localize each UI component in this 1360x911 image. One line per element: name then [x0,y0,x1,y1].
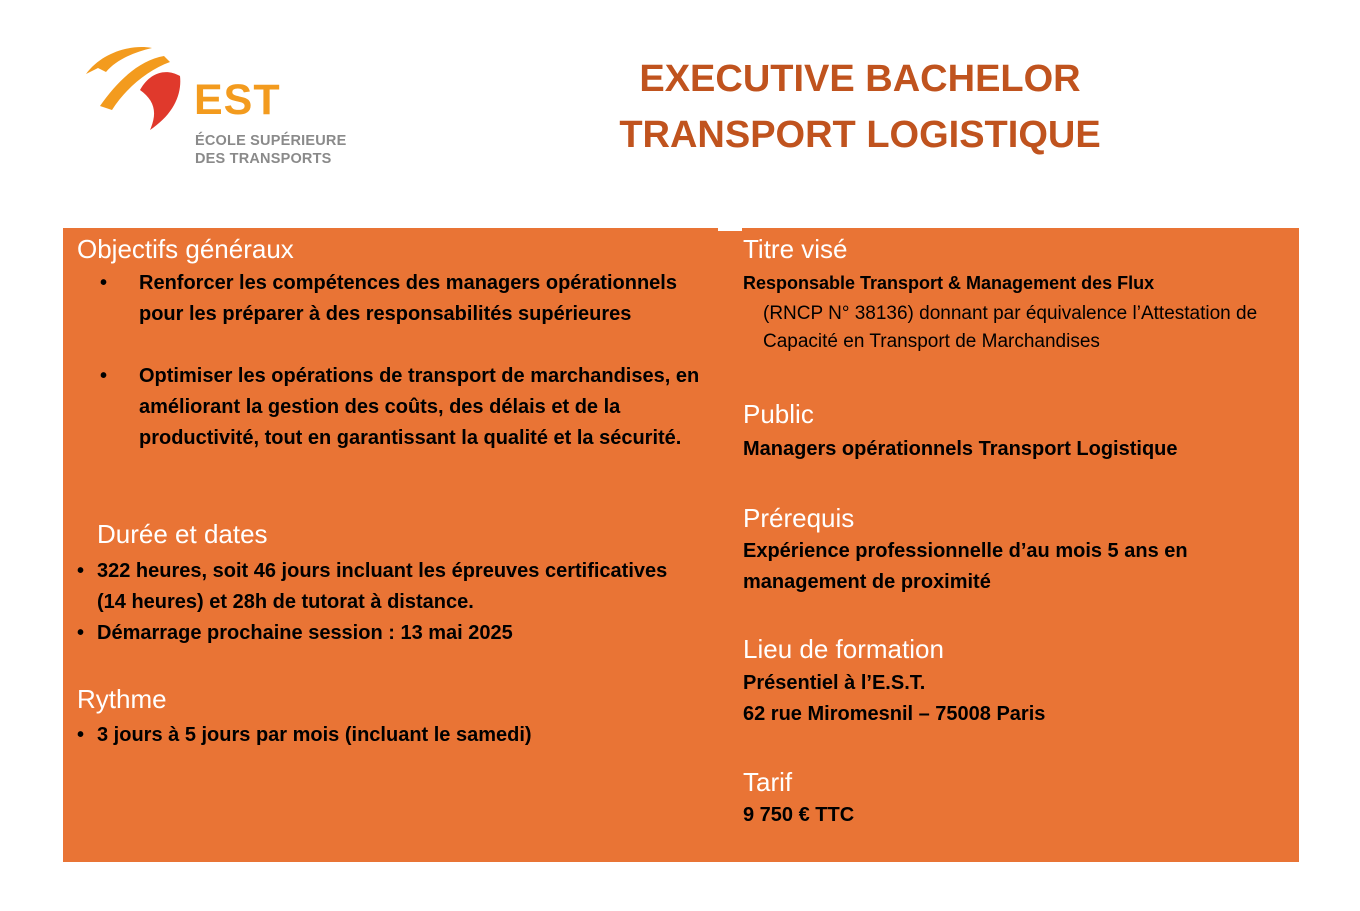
duree-item-text: Démarrage prochaine session : 13 mai 2025 [97,622,513,644]
rythme-item [77,720,697,751]
logo-line-1: ÉCOLE SUPÉRIEURE [195,133,347,149]
prerequis-text: Expérience professionnelle d’au mois 5 ans en management de proximité [743,540,1188,593]
duree-item [77,618,697,649]
bullet-icon: • [100,365,108,387]
lieu-heading: Lieu de formation [743,634,944,664]
objectif-item-text: Renforcer les compétences des managers opérationnels pour les préparer à des responsabilités supérieures [139,272,677,325]
bullet-icon: • [77,622,85,644]
school-logo [84,42,374,172]
logo-line-2: DES TRANSPORTS [195,151,332,167]
bullet-icon: • [77,560,85,582]
program-title-line-1: EXECUTIVE BACHELOR [639,58,1081,100]
duree-item-text: 322 heures, soit 46 jours incluant les épreuves certificatives (14 heures) et 28h de tutorat à distance. [97,560,668,613]
logo-swoosh-icon [84,42,194,134]
prerequis-heading: Prérequis [743,503,855,533]
objectifs-heading: Objectifs généraux [77,234,294,264]
bullet-icon: • [100,272,108,294]
objectif-item-text: Optimiser les opérations de transport de marchandises, en améliorant la gestion des coûts, des délais et de la productivité, tout en garantissant la qualité et la sécurité. [139,365,700,449]
public-text: Managers opérationnels Transport Logistique [743,438,1178,460]
objectif-item [100,268,700,330]
duree-item [77,556,697,618]
duree-heading: Durée et dates [97,519,268,549]
public-heading: Public [743,399,814,429]
titre-vise-detail: (RNCP N° 38136) donnant par équivalence l’Attestation de Capacité en Transport de Marchandises [763,303,1258,352]
bullet-icon: • [77,724,85,746]
program-title-line-2: TRANSPORT LOGISTIQUE [619,114,1101,156]
panel-column-divider [718,228,742,231]
rythme-heading: Rythme [77,684,167,714]
lieu-address: 62 rue Miromesnil – 75008 Paris [743,703,1046,725]
tarif-price: 9 750 € TTC [743,804,855,826]
lieu-line-1: Présentiel à l’E.S.T. [743,672,926,694]
rythme-item-text: 3 jours à 5 jours par mois (incluant le samedi) [97,724,532,746]
titre-vise-name: Responsable Transport & Management des Flux [743,273,1155,293]
objectif-item [100,361,710,454]
logo-acronym: EST [194,76,281,124]
titre-vise-heading: Titre visé [743,234,848,264]
tarif-heading: Tarif [743,767,793,797]
